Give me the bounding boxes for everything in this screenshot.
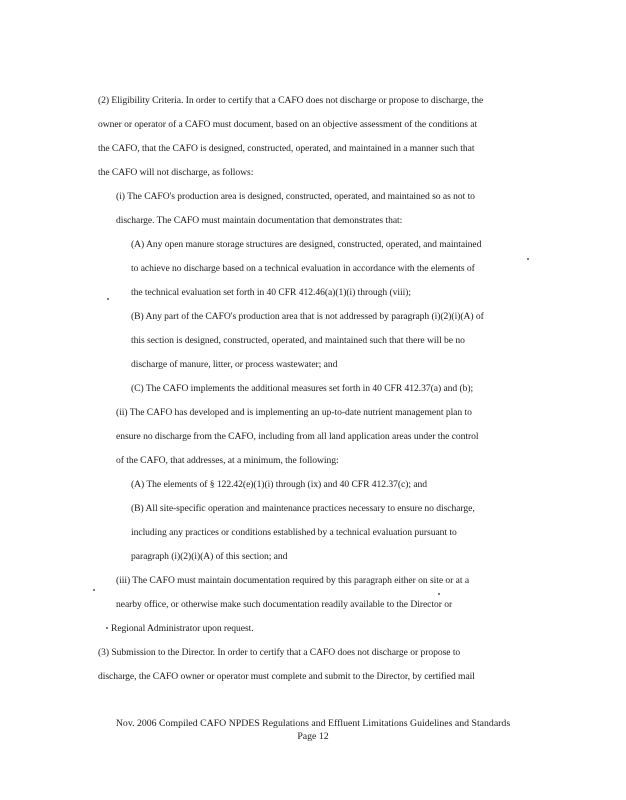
text-line: including any practices or conditions established by a technical evaluation pursuant to bbox=[131, 527, 457, 538]
text-line: discharge. The CAFO must maintain documentation that demonstrates that: bbox=[116, 215, 403, 226]
text-line: (3) Submission to the Director. In order to certify that a CAFO does not discharge or propose to bbox=[98, 647, 461, 658]
scan-speck bbox=[107, 298, 109, 300]
text-line: discharge of manure, litter, or process wastewater; and bbox=[131, 359, 338, 370]
scan-speck bbox=[527, 258, 529, 260]
text-line: to achieve no discharge based on a technical evaluation in accordance with the elements of bbox=[131, 263, 475, 274]
text-line: this section is designed, constructed, operated, and maintained such that there will be no bbox=[131, 335, 465, 346]
text-line: of the CAFO, that addresses, at a minimum, the following: bbox=[116, 455, 339, 466]
text-line: (A) Any open manure storage structures are designed, constructed, operated, and maintained bbox=[131, 239, 482, 250]
text-line: discharge, the CAFO owner or operator must complete and submit to the Director, by certified mail bbox=[98, 671, 475, 682]
scan-speck bbox=[438, 593, 440, 595]
text-line: the CAFO will not discharge, as follows: bbox=[98, 167, 254, 178]
text-line: (C) The CAFO implements the additional measures set forth in 40 CFR 412.37(a) and (b); bbox=[131, 383, 474, 394]
text-line: (i) The CAFO's production area is designed, constructed, operated, and maintained so as not to bbox=[116, 191, 475, 202]
scan-speck bbox=[93, 589, 95, 591]
text-line: (2) Eligibility Criteria. In order to certify that a CAFO does not discharge or propose to discharge, the bbox=[98, 95, 484, 106]
text-line: (B) Any part of the CAFO's production area that is not addressed by paragraph (i)(2)(i)(A) of bbox=[131, 311, 484, 322]
footer-title: Nov. 2006 Compiled CAFO NPDES Regulations and Effluent Limitations Guidelines and Standards bbox=[115, 718, 511, 729]
text-line: the technical evaluation set forth in 40 CFR 412.46(a)(1)(i) through (viii); bbox=[131, 287, 411, 298]
text-line: nearby office, or otherwise make such documentation readily available to the Director or bbox=[116, 599, 453, 610]
text-line: (iii) The CAFO must maintain documentation required by this paragraph either on site or at a bbox=[116, 575, 470, 586]
text-line: Regional Administrator upon request. bbox=[111, 623, 254, 634]
text-line: (A) The elements of § 122.42(e)(1)(i) through (ix) and 40 CFR 412.37(c); and bbox=[131, 479, 428, 490]
page-number: Page 12 bbox=[297, 731, 329, 742]
text-line: the CAFO, that the CAFO is designed, constructed, operated, and maintained in a manner such that bbox=[98, 143, 475, 154]
text-line: ensure no discharge from the CAFO, including from all land application areas under the control bbox=[116, 431, 479, 442]
text-line: (ii) The CAFO has developed and is implementing an up-to-date nutrient management plan to bbox=[116, 407, 472, 418]
scan-speck bbox=[106, 627, 108, 629]
text-line: (B) All site-specific operation and maintenance practices necessary to ensure no discharge, bbox=[131, 503, 475, 514]
text-line: paragraph (i)(2)(i)(A) of this section; and bbox=[131, 551, 288, 562]
text-line: owner or operator of a CAFO must document, based on an objective assessment of the conditions at bbox=[98, 119, 478, 130]
